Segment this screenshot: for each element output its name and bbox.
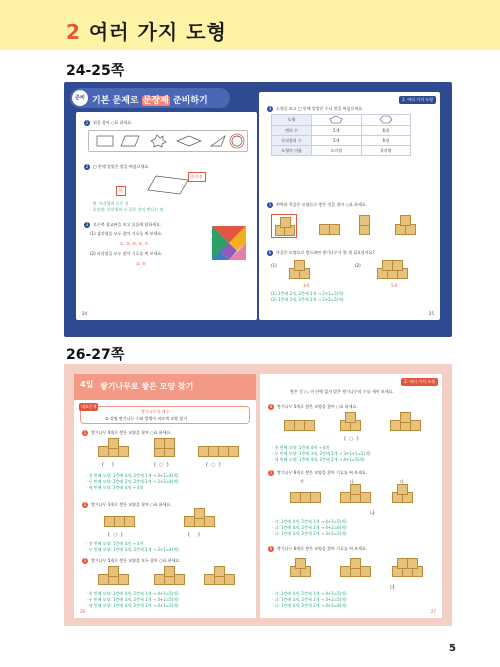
hint-line: · 두 번째 모양: 1층에 3개, 2층에 1개 → 3+1=4(개)	[86, 547, 179, 552]
hint-line: · 첫 번째 모양: 1층에 3개 → 3개	[86, 541, 144, 546]
table-row: 꼭짓점의 수 5개 6개	[272, 136, 411, 146]
answer-text: 다	[390, 585, 395, 591]
question-number: 4	[268, 106, 272, 111]
question-number: 5	[268, 202, 272, 207]
hint-line: · 세 번째 모양: 1층에 4개, 2층에 2개 → 4+1=5(개)	[272, 457, 365, 462]
hint-line: · 세 번째 모양: 1층에 4개, 2층에 1개 → 4+1=5(개)	[86, 603, 179, 608]
question-number: 6	[268, 250, 272, 255]
lesson-day: 4일	[80, 380, 94, 389]
tangram-figure	[212, 226, 246, 260]
hint-line: · 첫 번째 모양: 1층에 4개 → 4개	[272, 445, 330, 450]
table-row: 변의 수 5개 6개	[272, 126, 411, 136]
concept-label: 쌓기나무의 개수	[141, 409, 170, 414]
section-label-26-27: 26-27쪽	[66, 347, 125, 363]
concept-badge: 대표문제	[81, 404, 97, 409]
prep-badge: 준비	[72, 90, 88, 106]
pentagon-shape	[329, 115, 343, 124]
answer-text: ①, ③, ④, ⑤, ⑦	[120, 241, 149, 246]
intro-text: 쌓은 것 ○, 이 안에 없지 않은 쌓기나무의 수를 세어 보세요.	[290, 389, 394, 394]
lesson-title: 쌓기나무로 쌓은 모양 찾기	[100, 382, 194, 391]
question-number: 3	[83, 558, 87, 563]
question-number: 1	[83, 430, 87, 435]
section-tag: 2. 여러 가지 도형	[401, 378, 438, 386]
hint-line: · 가: 1층에 4개, 2층에 1개 → 4+1=5(개)	[272, 519, 347, 524]
book-page-number: 5	[449, 643, 456, 654]
polygon-table	[271, 114, 411, 156]
page-27: 2. 여러 가지 도형 쌓은 것 ○, 이 안에 없지 않은 쌓기나무의 수를 세어 보세요. 4 쌓기나무 5개로 쌓은 모양을 찾아 ○표 하세요. ( ○ ) · 첫 번째 모양: 1층에 4개 → 4개 · 두 번째 모양: 1층에 3개, 2층에 1개 → 3+1+1=5(개) · 세 번째 모양: 1층에 4개, 2층에 2개 → 4+1=5(개) 5 쌓기나무 6개로 쌓은 모양을 찾아 기호를 써 보세요. 가 나 다 나 · 가: 1층에 4개, 2층에 1개 → 4+1=5(개) · 나: 1층에 4개, 2층에 2개 → 4+2=6(개) · 다: 1층에 3개, 2층에 2개 → 3+2=5(개) 6 쌓기나무 6개로 쌓은 모양을 찾아 기호를 써 보세요. 다 · 가: 1층에 4개, 2층에 1개 → 4+1=5(개) · 나: 1층에 3개, 2층에 2개 → 3+2=5(개) · 다: 1층에 4개, 2층에 2개 → 4+2=6(개) 27	[260, 374, 442, 618]
hint-line: · 나: 1층에 4개, 2층에 2개 → 4+2=6(개)	[272, 525, 347, 530]
hint-line: · 두 번째 모양: 1층에 3개, 2층에 1개 → 3+1+1=5(개)	[272, 451, 371, 456]
question-text: 왼쪽과 똑같은 모양으로 쌓은 것을 찾아 ○표 하세요.	[276, 202, 367, 207]
concept-text: ② 설명 쌓기나무 수와 방법이 바르게 모양 찾기	[105, 416, 188, 421]
page-number-left: 24	[82, 311, 88, 316]
shape-options	[88, 130, 248, 152]
page-number-left: 26	[80, 609, 86, 614]
hint-line: · 변: 사각형의 곧은 선	[90, 201, 129, 206]
rhombus-shape	[177, 136, 201, 146]
spread-banner	[70, 88, 230, 108]
page-number-right: 27	[430, 609, 436, 614]
table-row: 도형	[272, 115, 411, 126]
question-text: 쌓기나무 4개로 쌓은 모양을 찾아 ○표 하세요.	[91, 430, 172, 435]
rectangle-shape	[97, 136, 113, 146]
question-number: 1	[85, 120, 89, 125]
title-highlight: 문장제	[142, 96, 169, 106]
hint-line: · 첫 번째 모양: 1층에 4개, 2층에 1개 → 4+1=5(개)	[86, 591, 179, 596]
question-number: 2	[83, 502, 87, 507]
sub-question: (1) 삼각형을 모두 찾아 기호를 써 보세요.	[90, 231, 163, 236]
hint-line: · 두 번째 모양: 1층에 3개, 2층에 2개 → 3+2=5(개)	[86, 597, 179, 602]
page-25: 2. 여러 가지 도형 4 도형을 보고 □ 안에 알맞은 수나 말을 써넣으세요. 도형 변의 수 5개 6개 꼭짓점의 수 5개 6개 도형의 이름 오각형 육각형 5 왼쪽과 똑같은 모양으로 쌓은 것을 찾아 ○표 하세요. 6 똑같은 모양으로 쌓으려면 쌓기나무가 몇 개 필요할까요? (1) (2) 3개 5개 (1) 1층에 2개, 2층에 1개 → 2+1=3(개) (2) 1층에 3개, 2층에 2개 → 3+2=5(개) 25	[259, 92, 440, 320]
triangle-shape	[211, 136, 225, 146]
circle-shape	[232, 136, 242, 146]
vertex-label: 꼭짓점	[188, 172, 206, 182]
question-number: 6	[269, 546, 273, 551]
chapter-name: 여러 가지 도형	[88, 20, 227, 44]
concept-box	[80, 406, 250, 424]
question-text: 쌓기나무 6개로 쌓은 모양을 찾아 기호를 써 보세요.	[277, 470, 367, 475]
hint-line: · 가: 1층에 4개, 2층에 1개 → 4+1=5(개)	[272, 591, 347, 596]
question-number: 3	[85, 222, 89, 227]
question-text: 쌓기나무 5개로 쌓은 모양을 찾아 ○표 하세요.	[277, 404, 358, 409]
quadrilateral-figure	[136, 172, 196, 198]
sub-question: (2) 사각형을 모두 찾아 기호를 써 보세요.	[90, 251, 163, 256]
chapter-header-bar	[0, 0, 500, 50]
hint-line: · 나: 1층에 3개, 2층에 2개 → 3+2=5(개)	[272, 597, 347, 602]
hint-line: · 첫 번째 모양: 1층에 3개, 2층에 1개 → 3+1=4(개)	[86, 473, 179, 478]
page-spread-26-27	[64, 364, 452, 626]
question-text: 똑같은 모양으로 쌓으려면 쌓기나무가 몇 개 필요할까요?	[276, 250, 375, 255]
side-label: 변	[116, 186, 126, 196]
page-24	[76, 112, 257, 320]
page-26: 4일 쌓기나무로 쌓은 모양 찾기 대표문제 쌓기나무의 개수 ② 설명 쌓기나무 수와 방법이 바르게 모양 찾기 1 쌓기나무 4개로 쌓은 모양을 찾아 ○표 하세요. ( ) ( ○ ) ( ○ ) · 첫 번째 모양: 1층에 3개, 2층에 1개 → 3+1=4(개) · 두 번째 모양: 1층에 2개, 2층에 2개 → 2+2=4(개) · 세 번째 모양: 1층에 4개 → 4개 2 쌓기나무 3개로 쌓은 모양을 찾아 ○표 하세요. ( ○ ) ( ) · 첫 번째 모양: 1층에 3개 → 3개 · 두 번째 모양: 1층에 3개, 2층에 1개 → 3+1=4(개) 3 쌓기나무 5개로 쌓은 모양을 모두 찾아 ○표 하세요. · 첫 번째 모양: 1층에 4개, 2층에 1개 → 4+1=5(개) · 두 번째 모양: 1층에 3개, 2층에 2개 → 3+2=5(개) · 세 번째 모양: 1층에 4개, 2층에 1개 → 4+1=5(개) 26	[74, 374, 256, 618]
question-text: 오른쪽 칠교판을 보고 물음에 답하세요.	[93, 222, 162, 227]
hint-line: · 꼭짓점: 사각형의 두 곧은 선이 만나는 점	[90, 207, 164, 212]
question-number: 5	[269, 470, 273, 475]
reference-block	[271, 214, 297, 238]
question-text: 쌓기나무 3개로 쌓은 모양을 찾아 ○표 하세요.	[91, 502, 172, 507]
section-tag: 2. 여러 가지 도형	[399, 96, 436, 104]
section-label-24-25: 24-25쪽	[66, 63, 125, 79]
hint-line: · 세 번째 모양: 1층에 4개 → 4개	[86, 485, 144, 490]
hexagon-shape	[379, 115, 393, 124]
chapter-title	[66, 16, 227, 45]
page-number-right: 25	[428, 311, 434, 316]
hint-line: (1) 1층에 2개, 2층에 1개 → 2+1=3(개)	[271, 291, 344, 296]
hint-line: · 다: 1층에 4개, 2층에 2개 → 4+2=6(개)	[272, 603, 347, 608]
question-text: 도형을 보고 □ 안에 알맞은 수나 말을 써넣으세요.	[276, 106, 364, 111]
answer-text: 3개	[303, 283, 310, 288]
hint-line: · 다: 1층에 3개, 2층에 2개 → 3+2=5(개)	[272, 531, 347, 536]
hint-line: (2) 1층에 3개, 2층에 2개 → 3+2=5(개)	[271, 297, 344, 302]
spread-title: 기본 문제로 문장제 준비하기	[92, 96, 208, 106]
lesson-header	[74, 374, 256, 400]
question-number: 4	[269, 404, 273, 409]
question-text: 원을 찾아 ○표 하세요.	[93, 120, 133, 125]
star-shape	[151, 135, 166, 147]
question-text: □ 안에 알맞은 말을 써넣으세요.	[93, 164, 150, 169]
hint-line: · 두 번째 모양: 1층에 2개, 2층에 2개 → 2+2=4(개)	[86, 479, 179, 484]
shapes-figure	[89, 131, 247, 151]
question-number: 2	[85, 164, 89, 169]
parallelogram-shape	[121, 136, 139, 146]
table-row: 도형의 이름 오각형 육각형	[272, 146, 411, 156]
page-spread-24-25	[64, 82, 452, 337]
answer-text: ②, ⑥	[136, 261, 146, 266]
question-text: 쌓기나무 6개로 쌓은 모양을 찾아 기호를 써 보세요.	[277, 546, 367, 551]
question-text: 쌓기나무 5개로 쌓은 모양을 모두 찾아 ○표 하세요.	[91, 558, 181, 563]
answer-text: 5개	[391, 283, 398, 288]
answer-text: 나	[370, 511, 375, 517]
chapter-number: 2	[66, 20, 81, 44]
